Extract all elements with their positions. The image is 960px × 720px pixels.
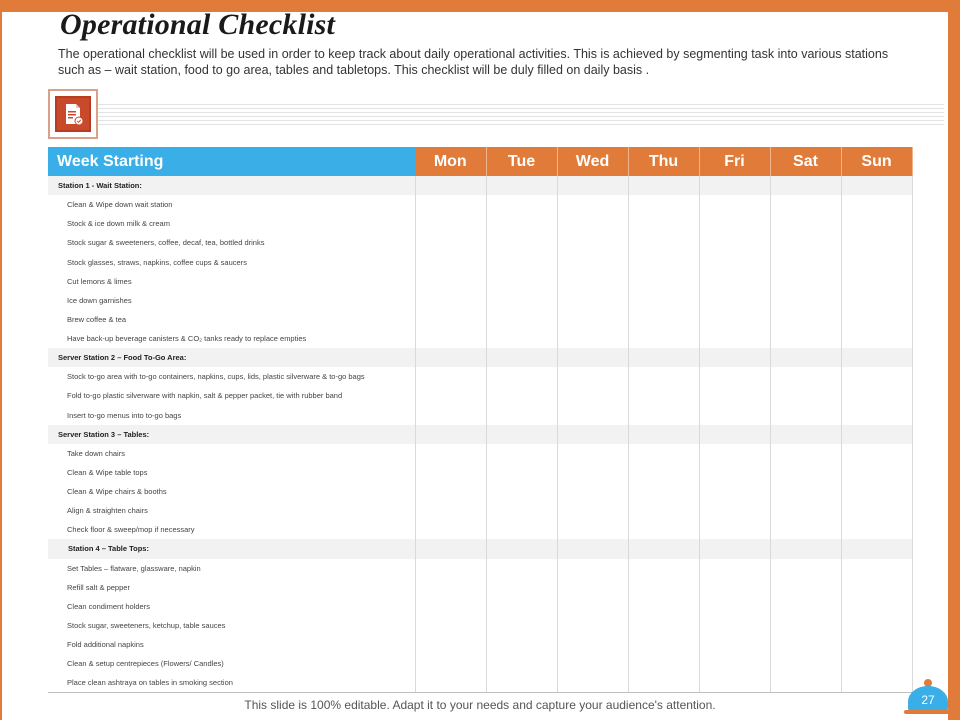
check-cell-mon[interactable] bbox=[415, 539, 486, 558]
check-cell-wed[interactable] bbox=[557, 406, 628, 425]
check-cell-thu[interactable] bbox=[628, 578, 699, 597]
check-cell-fri[interactable] bbox=[699, 539, 770, 558]
day-header-sat: Sat bbox=[770, 147, 841, 176]
check-cell-sun[interactable] bbox=[841, 291, 912, 310]
week-starting-header: Week Starting bbox=[48, 147, 415, 176]
task-label: Align & straighten chairs bbox=[48, 501, 415, 520]
table-row bbox=[48, 386, 912, 405]
check-cell-fri[interactable] bbox=[699, 291, 770, 310]
check-cell-sat[interactable] bbox=[770, 673, 841, 693]
check-cell-tue[interactable] bbox=[486, 176, 557, 195]
task-label: Clean & Wipe table tops bbox=[48, 463, 415, 482]
check-cell-tue[interactable] bbox=[486, 329, 557, 348]
check-cell-thu[interactable] bbox=[628, 559, 699, 578]
check-cell-tue[interactable] bbox=[486, 406, 557, 425]
check-cell-thu[interactable] bbox=[628, 310, 699, 329]
check-cell-sun[interactable] bbox=[841, 482, 912, 501]
check-cell-thu[interactable] bbox=[628, 348, 699, 367]
check-cell-mon[interactable] bbox=[415, 635, 486, 654]
check-cell-wed[interactable] bbox=[557, 673, 628, 693]
check-cell-sun[interactable] bbox=[841, 597, 912, 616]
check-cell-mon[interactable] bbox=[415, 386, 486, 405]
check-cell-fri[interactable] bbox=[699, 195, 770, 214]
document-icon bbox=[55, 96, 91, 132]
check-cell-fri[interactable] bbox=[699, 616, 770, 635]
table-row bbox=[48, 616, 912, 635]
station-header-row bbox=[48, 176, 912, 195]
check-cell-sun[interactable] bbox=[841, 329, 912, 348]
check-cell-sun[interactable] bbox=[841, 559, 912, 578]
check-cell-mon[interactable] bbox=[415, 233, 486, 252]
table-row bbox=[48, 501, 912, 520]
check-cell-fri[interactable] bbox=[699, 578, 770, 597]
checklist-table bbox=[48, 147, 913, 693]
check-cell-fri[interactable] bbox=[699, 444, 770, 463]
task-label: Stock & ice down milk & cream bbox=[48, 214, 415, 233]
check-cell-mon[interactable] bbox=[415, 616, 486, 635]
check-cell-sat[interactable] bbox=[770, 539, 841, 558]
check-cell-thu[interactable] bbox=[628, 673, 699, 693]
check-cell-sat[interactable] bbox=[770, 214, 841, 233]
check-cell-sun[interactable] bbox=[841, 616, 912, 635]
table-row bbox=[48, 597, 912, 616]
check-cell-tue[interactable] bbox=[486, 233, 557, 252]
table-row bbox=[48, 367, 912, 386]
check-cell-wed[interactable] bbox=[557, 425, 628, 444]
check-cell-wed[interactable] bbox=[557, 635, 628, 654]
check-cell-wed[interactable] bbox=[557, 367, 628, 386]
check-cell-thu[interactable] bbox=[628, 482, 699, 501]
check-cell-sun[interactable] bbox=[841, 406, 912, 425]
task-label: Stock sugar, sweeteners, ketchup, table sauces bbox=[48, 616, 415, 635]
check-cell-thu[interactable] bbox=[628, 272, 699, 291]
checklist-body bbox=[48, 176, 912, 693]
slide-description: The operational checklist will be used in order to keep track about daily operational activities. This is achieved by segmenting task into various stations such as – wait station, food to go area, tables and tabletops. This checklist will be duly filled on daily basis . bbox=[58, 47, 889, 77]
check-cell-mon[interactable] bbox=[415, 578, 486, 597]
task-label: Brew coffee & tea bbox=[48, 310, 415, 329]
check-cell-mon[interactable] bbox=[415, 673, 486, 693]
table-row bbox=[48, 444, 912, 463]
check-cell-thu[interactable] bbox=[628, 635, 699, 654]
check-cell-wed[interactable] bbox=[557, 329, 628, 348]
check-cell-thu[interactable] bbox=[628, 425, 699, 444]
check-cell-sun[interactable] bbox=[841, 463, 912, 482]
table-row bbox=[48, 654, 912, 673]
check-cell-tue[interactable] bbox=[486, 501, 557, 520]
task-label: Clean & Wipe chairs & booths bbox=[48, 482, 415, 501]
check-cell-tue[interactable] bbox=[486, 367, 557, 386]
check-cell-wed[interactable] bbox=[557, 272, 628, 291]
check-cell-tue[interactable] bbox=[486, 214, 557, 233]
check-cell-sat[interactable] bbox=[770, 233, 841, 252]
check-cell-sun[interactable] bbox=[841, 272, 912, 291]
check-cell-tue[interactable] bbox=[486, 444, 557, 463]
table-row bbox=[48, 310, 912, 329]
check-cell-thu[interactable] bbox=[628, 520, 699, 539]
check-cell-wed[interactable] bbox=[557, 616, 628, 635]
check-cell-sat[interactable] bbox=[770, 367, 841, 386]
check-cell-mon[interactable] bbox=[415, 654, 486, 673]
check-cell-sat[interactable] bbox=[770, 253, 841, 272]
check-cell-fri[interactable] bbox=[699, 673, 770, 693]
station-label: Station 4 – Table Tops: bbox=[48, 539, 415, 558]
task-label: Take down chairs bbox=[48, 444, 415, 463]
check-cell-wed[interactable] bbox=[557, 253, 628, 272]
check-cell-tue[interactable] bbox=[486, 597, 557, 616]
table-row bbox=[48, 482, 912, 501]
check-cell-mon[interactable] bbox=[415, 597, 486, 616]
task-label: Stock sugar & sweeteners, coffee, decaf, tea, bottled drinks bbox=[48, 233, 415, 252]
check-cell-sat[interactable] bbox=[770, 616, 841, 635]
check-cell-wed[interactable] bbox=[557, 214, 628, 233]
check-cell-sat[interactable] bbox=[770, 176, 841, 195]
check-cell-sun[interactable] bbox=[841, 444, 912, 463]
check-cell-fri[interactable] bbox=[699, 654, 770, 673]
table-row bbox=[48, 463, 912, 482]
icon-frame bbox=[48, 89, 98, 139]
check-cell-sun[interactable] bbox=[841, 176, 912, 195]
check-cell-sun[interactable] bbox=[841, 539, 912, 558]
check-cell-tue[interactable] bbox=[486, 539, 557, 558]
check-cell-mon[interactable] bbox=[415, 253, 486, 272]
station-header-row bbox=[48, 348, 912, 367]
check-cell-tue[interactable] bbox=[486, 425, 557, 444]
check-cell-fri[interactable] bbox=[699, 406, 770, 425]
table-row bbox=[48, 559, 912, 578]
check-cell-sun[interactable] bbox=[841, 425, 912, 444]
check-cell-sun[interactable] bbox=[841, 214, 912, 233]
check-cell-wed[interactable] bbox=[557, 233, 628, 252]
slide-title: Operational Checklist bbox=[60, 8, 336, 41]
task-label: Clean condiment holders bbox=[48, 597, 415, 616]
task-label: Fold to-go plastic silverware with napkin, salt & pepper packet, tie with rubber band bbox=[48, 386, 415, 405]
check-cell-sun[interactable] bbox=[841, 520, 912, 539]
check-cell-mon[interactable] bbox=[415, 348, 486, 367]
check-cell-sun[interactable] bbox=[841, 348, 912, 367]
check-cell-sat[interactable] bbox=[770, 425, 841, 444]
check-cell-wed[interactable] bbox=[557, 501, 628, 520]
station-header-row bbox=[48, 539, 912, 558]
check-cell-thu[interactable] bbox=[628, 654, 699, 673]
check-cell-sun[interactable] bbox=[841, 367, 912, 386]
check-cell-fri[interactable] bbox=[699, 176, 770, 195]
check-cell-wed[interactable] bbox=[557, 176, 628, 195]
task-label: Place clean ashtraya on tables in smoking section bbox=[48, 673, 415, 693]
check-cell-fri[interactable] bbox=[699, 520, 770, 539]
check-cell-sat[interactable] bbox=[770, 463, 841, 482]
check-cell-mon[interactable] bbox=[415, 176, 486, 195]
check-cell-fri[interactable] bbox=[699, 272, 770, 291]
task-label: Set Tables – flatware, glassware, napkin bbox=[48, 559, 415, 578]
decorative-lines bbox=[98, 104, 944, 126]
day-header-wed: Wed bbox=[557, 147, 628, 176]
check-cell-thu[interactable] bbox=[628, 176, 699, 195]
check-cell-wed[interactable] bbox=[557, 539, 628, 558]
check-cell-fri[interactable] bbox=[699, 386, 770, 405]
check-cell-wed[interactable] bbox=[557, 482, 628, 501]
check-cell-mon[interactable] bbox=[415, 559, 486, 578]
check-cell-tue[interactable] bbox=[486, 578, 557, 597]
check-cell-sun[interactable] bbox=[841, 233, 912, 252]
check-cell-fri[interactable] bbox=[699, 310, 770, 329]
check-cell-fri[interactable] bbox=[699, 367, 770, 386]
check-cell-fri[interactable] bbox=[699, 233, 770, 252]
check-cell-thu[interactable] bbox=[628, 291, 699, 310]
day-header-tue: Tue bbox=[486, 147, 557, 176]
check-cell-thu[interactable] bbox=[628, 329, 699, 348]
check-cell-fri[interactable] bbox=[699, 253, 770, 272]
left-accent-line bbox=[0, 0, 2, 720]
check-cell-tue[interactable] bbox=[486, 463, 557, 482]
check-cell-thu[interactable] bbox=[628, 463, 699, 482]
check-cell-sat[interactable] bbox=[770, 406, 841, 425]
check-cell-tue[interactable] bbox=[486, 654, 557, 673]
task-label: Ice down garnishes bbox=[48, 291, 415, 310]
task-label: Fold additional napkins bbox=[48, 635, 415, 654]
check-cell-fri[interactable] bbox=[699, 635, 770, 654]
check-cell-mon[interactable] bbox=[415, 444, 486, 463]
check-cell-tue[interactable] bbox=[486, 559, 557, 578]
check-cell-sun[interactable] bbox=[841, 578, 912, 597]
check-cell-thu[interactable] bbox=[628, 597, 699, 616]
check-cell-sat[interactable] bbox=[770, 348, 841, 367]
check-cell-sat[interactable] bbox=[770, 654, 841, 673]
check-cell-mon[interactable] bbox=[415, 425, 486, 444]
check-cell-thu[interactable] bbox=[628, 195, 699, 214]
task-label: Clean & Wipe down wait station bbox=[48, 195, 415, 214]
check-cell-mon[interactable] bbox=[415, 520, 486, 539]
station-label: Server Station 2 – Food To-Go Area: bbox=[48, 348, 415, 367]
check-cell-sat[interactable] bbox=[770, 559, 841, 578]
check-cell-wed[interactable] bbox=[557, 597, 628, 616]
task-label: Refill salt & pepper bbox=[48, 578, 415, 597]
right-accent-bar bbox=[948, 0, 960, 720]
check-cell-tue[interactable] bbox=[486, 635, 557, 654]
table-row bbox=[48, 272, 912, 291]
check-cell-tue[interactable] bbox=[486, 520, 557, 539]
check-cell-thu[interactable] bbox=[628, 616, 699, 635]
check-cell-sun[interactable] bbox=[841, 635, 912, 654]
check-cell-wed[interactable] bbox=[557, 654, 628, 673]
check-cell-mon[interactable] bbox=[415, 195, 486, 214]
check-cell-sat[interactable] bbox=[770, 310, 841, 329]
day-header-sun: Sun bbox=[841, 147, 912, 176]
check-cell-thu[interactable] bbox=[628, 214, 699, 233]
check-cell-wed[interactable] bbox=[557, 348, 628, 367]
check-cell-tue[interactable] bbox=[486, 310, 557, 329]
check-cell-mon[interactable] bbox=[415, 463, 486, 482]
check-cell-tue[interactable] bbox=[486, 291, 557, 310]
check-cell-tue[interactable] bbox=[486, 272, 557, 291]
check-cell-wed[interactable] bbox=[557, 386, 628, 405]
check-cell-wed[interactable] bbox=[557, 520, 628, 539]
task-label: Insert to-go menus into to-go bags bbox=[48, 406, 415, 425]
check-cell-mon[interactable] bbox=[415, 501, 486, 520]
check-cell-sun[interactable] bbox=[841, 386, 912, 405]
table-row bbox=[48, 329, 912, 348]
table-row bbox=[48, 406, 912, 425]
table-row bbox=[48, 635, 912, 654]
table-row bbox=[48, 195, 912, 214]
check-cell-wed[interactable] bbox=[557, 463, 628, 482]
check-cell-tue[interactable] bbox=[486, 348, 557, 367]
check-cell-sun[interactable] bbox=[841, 253, 912, 272]
check-cell-mon[interactable] bbox=[415, 482, 486, 501]
check-cell-wed[interactable] bbox=[557, 559, 628, 578]
check-cell-thu[interactable] bbox=[628, 253, 699, 272]
check-cell-sat[interactable] bbox=[770, 578, 841, 597]
check-cell-thu[interactable] bbox=[628, 386, 699, 405]
check-cell-sat[interactable] bbox=[770, 386, 841, 405]
day-header-mon: Mon bbox=[415, 147, 486, 176]
page-badge-base bbox=[904, 710, 952, 714]
check-cell-sun[interactable] bbox=[841, 673, 912, 693]
check-cell-fri[interactable] bbox=[699, 425, 770, 444]
check-cell-thu[interactable] bbox=[628, 501, 699, 520]
check-cell-wed[interactable] bbox=[557, 310, 628, 329]
table-row bbox=[48, 233, 912, 252]
check-cell-fri[interactable] bbox=[699, 214, 770, 233]
check-cell-thu[interactable] bbox=[628, 406, 699, 425]
check-cell-wed[interactable] bbox=[557, 195, 628, 214]
check-cell-mon[interactable] bbox=[415, 367, 486, 386]
table-row bbox=[48, 578, 912, 597]
table-row bbox=[48, 253, 912, 272]
table-row bbox=[48, 520, 912, 539]
station-label: Server Station 3 – Tables: bbox=[48, 425, 415, 444]
check-cell-sat[interactable] bbox=[770, 272, 841, 291]
day-header-thu: Thu bbox=[628, 147, 699, 176]
check-cell-mon[interactable] bbox=[415, 406, 486, 425]
check-cell-fri[interactable] bbox=[699, 329, 770, 348]
footer-note: This slide is 100% editable. Adapt it to your needs and capture your audience's attention. bbox=[244, 698, 716, 712]
check-cell-sat[interactable] bbox=[770, 520, 841, 539]
check-cell-mon[interactable] bbox=[415, 214, 486, 233]
check-cell-thu[interactable] bbox=[628, 539, 699, 558]
task-label: Clean & setup centrepieces (Flowers/ Candles) bbox=[48, 654, 415, 673]
check-cell-sat[interactable] bbox=[770, 329, 841, 348]
task-label: Stock to-go area with to-go containers, napkins, cups, lids, plastic silverware & to-go bags bbox=[48, 367, 415, 386]
check-cell-mon[interactable] bbox=[415, 310, 486, 329]
check-cell-fri[interactable] bbox=[699, 482, 770, 501]
station-label: Station 1 - Wait Station: bbox=[48, 176, 415, 195]
check-cell-sun[interactable] bbox=[841, 195, 912, 214]
check-cell-mon[interactable] bbox=[415, 291, 486, 310]
check-cell-tue[interactable] bbox=[486, 386, 557, 405]
page-number: 27 bbox=[908, 686, 948, 712]
check-cell-tue[interactable] bbox=[486, 195, 557, 214]
check-cell-sun[interactable] bbox=[841, 310, 912, 329]
check-cell-sat[interactable] bbox=[770, 501, 841, 520]
task-label: Stock glasses, straws, napkins, coffee cups & saucers bbox=[48, 253, 415, 272]
check-cell-mon[interactable] bbox=[415, 272, 486, 291]
check-cell-fri[interactable] bbox=[699, 348, 770, 367]
check-cell-sat[interactable] bbox=[770, 444, 841, 463]
check-cell-sat[interactable] bbox=[770, 291, 841, 310]
task-label: Cut lemons & limes bbox=[48, 272, 415, 291]
check-cell-sat[interactable] bbox=[770, 635, 841, 654]
check-cell-sat[interactable] bbox=[770, 195, 841, 214]
station-header-row bbox=[48, 425, 912, 444]
check-cell-mon[interactable] bbox=[415, 329, 486, 348]
check-cell-sat[interactable] bbox=[770, 597, 841, 616]
check-cell-sun[interactable] bbox=[841, 654, 912, 673]
check-cell-tue[interactable] bbox=[486, 673, 557, 693]
check-cell-fri[interactable] bbox=[699, 463, 770, 482]
check-cell-fri[interactable] bbox=[699, 597, 770, 616]
check-cell-fri[interactable] bbox=[699, 559, 770, 578]
check-cell-sun[interactable] bbox=[841, 501, 912, 520]
table-header-row bbox=[48, 147, 912, 176]
check-cell-sat[interactable] bbox=[770, 482, 841, 501]
check-cell-wed[interactable] bbox=[557, 291, 628, 310]
check-cell-thu[interactable] bbox=[628, 367, 699, 386]
check-cell-thu[interactable] bbox=[628, 444, 699, 463]
table-row bbox=[48, 673, 912, 693]
check-cell-thu[interactable] bbox=[628, 233, 699, 252]
check-cell-tue[interactable] bbox=[486, 253, 557, 272]
check-cell-wed[interactable] bbox=[557, 578, 628, 597]
check-cell-tue[interactable] bbox=[486, 482, 557, 501]
check-cell-wed[interactable] bbox=[557, 444, 628, 463]
table-row bbox=[48, 214, 912, 233]
task-label: Have back-up beverage canisters & CO₂ tanks ready to replace empties bbox=[48, 329, 415, 348]
task-label: Check floor & sweep/mop if necessary bbox=[48, 520, 415, 539]
table-row bbox=[48, 291, 912, 310]
check-cell-fri[interactable] bbox=[699, 501, 770, 520]
check-cell-tue[interactable] bbox=[486, 616, 557, 635]
day-header-fri: Fri bbox=[699, 147, 770, 176]
